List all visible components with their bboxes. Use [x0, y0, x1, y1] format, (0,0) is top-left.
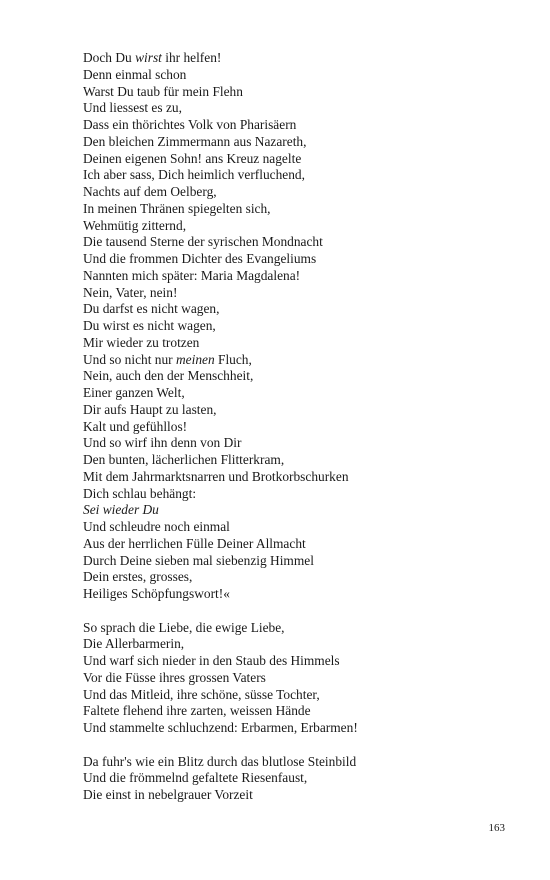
- poem-line: [83, 201, 513, 218]
- poem-line: [83, 720, 513, 737]
- line-text: Und die frömmelnd gefaltete Riesenfaust,: [83, 770, 308, 786]
- emphasis-text: Sei wieder Du: [83, 502, 159, 518]
- stanza: [83, 50, 513, 603]
- poem-line: [83, 620, 513, 637]
- poem-line: [83, 234, 513, 251]
- line-text: Du darfst es nicht wagen,: [83, 301, 220, 317]
- line-text: Da fuhr's wie ein Blitz durch das blutlose Steinbild: [83, 753, 357, 769]
- page-number: 163: [488, 822, 505, 834]
- line-text: Nein, auch den der Menschheit,: [83, 368, 254, 384]
- line-text: Aus der herrlichen Fülle Deiner Allmacht: [83, 535, 306, 551]
- poem-line: [83, 268, 513, 285]
- line-text: Die einst in nebelgrauer Vorzeit: [83, 787, 253, 802]
- line-text: Warst Du taub für mein Flehn: [83, 83, 243, 99]
- line-text: Und so wirf ihn denn von Dir: [83, 435, 242, 451]
- line-text: Ich aber sass, Dich heimlich verfluchend,: [83, 167, 305, 183]
- line-text: Die tausend Sterne der syrischen Mondnacht: [83, 234, 323, 250]
- line-text: Und warf sich nieder in den Staub des Himmels: [83, 653, 340, 668]
- poem-line: [83, 787, 513, 804]
- poem-line: [83, 84, 513, 101]
- poem-line: [83, 502, 513, 519]
- line-text: Durch Deine sieben mal siebenzig Himmel: [83, 552, 314, 568]
- poem-line: [83, 636, 513, 653]
- poem-line: [83, 151, 513, 168]
- poem-line: [83, 770, 513, 787]
- poem-line: [83, 301, 513, 318]
- poem-line: [83, 67, 513, 84]
- poem-text: [83, 50, 513, 804]
- emphasis-text: meinen: [175, 351, 215, 367]
- poem-line: [83, 368, 513, 385]
- line-text: Und liessest es zu,: [83, 100, 182, 116]
- poem-line: [83, 653, 513, 670]
- stanza: [83, 754, 513, 804]
- poem-line: [83, 251, 513, 268]
- line-text: Und so nicht nur: [83, 351, 176, 367]
- poem-line: [83, 435, 513, 452]
- stanza: [83, 620, 513, 737]
- line-text: Doch Du: [83, 50, 136, 65]
- poem-line: [83, 569, 513, 586]
- poem-line: [83, 352, 513, 369]
- poem-line: [83, 100, 513, 117]
- line-text: In meinen Thränen spiegelten sich,: [83, 200, 271, 216]
- poem-line: [83, 167, 513, 184]
- emphasis-text: wirst: [135, 50, 162, 65]
- poem-line: [83, 50, 513, 67]
- line-text: Und die frommen Dichter des Evangeliums: [83, 251, 317, 266]
- poem-line: [83, 670, 513, 687]
- poem-line: [83, 486, 513, 503]
- poem-line: [83, 117, 513, 134]
- poem-line: [83, 385, 513, 402]
- poem-line: [83, 687, 513, 704]
- poem-line: [83, 553, 513, 570]
- line-text: Mit dem Jahrmarktsnarren und Brotkorbschurken: [83, 468, 349, 484]
- poem-line: [83, 703, 513, 720]
- line-text: Mir wieder zu trotzen: [83, 334, 200, 350]
- poem-line: [83, 452, 513, 469]
- line-text: Heiliges Schöpfungswort!«: [83, 586, 230, 601]
- line-text: Kalt und gefühllos!: [83, 418, 188, 434]
- poem-line: [83, 318, 513, 335]
- poem-line: [83, 218, 513, 235]
- line-text: So sprach die Liebe, die ewige Liebe,: [83, 619, 285, 635]
- line-text: Du wirst es nicht wagen,: [83, 318, 216, 333]
- poem-line: [83, 519, 513, 536]
- line-text: Nannten mich später: Maria Magdalena!: [83, 267, 301, 283]
- poem-line: [83, 335, 513, 352]
- line-text: Den bunten, lächerlichen Flitterkram,: [83, 452, 285, 467]
- line-text: Fluch,: [214, 351, 252, 367]
- line-text: Deinen eigenen Sohn! ans Kreuz nagelte: [83, 150, 302, 166]
- line-text: Faltete flehend ihre zarten, weissen Hände: [83, 703, 311, 719]
- line-text: Und stammelte schluchzend: Erbarmen, Erbarmen!: [83, 720, 358, 735]
- poem-line: [83, 402, 513, 419]
- line-text: Dass ein thörichtes Volk von Pharisäern: [83, 117, 297, 132]
- line-text: Vor die Füsse ihres grossen Vaters: [83, 669, 266, 685]
- line-text: Wehmütig zitternd,: [83, 217, 187, 233]
- line-text: Dir aufs Haupt zu lasten,: [83, 401, 217, 417]
- line-text: Einer ganzen Welt,: [83, 385, 185, 400]
- line-text: Nein, Vater, nein!: [83, 284, 178, 300]
- line-text: Und das Mitleid, ihre schöne, süsse Tochter,: [83, 686, 320, 702]
- line-text: Denn einmal schon: [83, 66, 187, 82]
- poem-line: [83, 419, 513, 436]
- line-text: Dein erstes, grosses,: [83, 569, 193, 585]
- line-text: Und schleudre noch einmal: [83, 519, 230, 534]
- poem-line: [83, 536, 513, 553]
- poem-line: [83, 134, 513, 151]
- poem-line: [83, 586, 513, 603]
- line-text: Dich schlau behängt:: [83, 485, 197, 501]
- line-text: ihr helfen!: [161, 50, 222, 65]
- poem-line: [83, 184, 513, 201]
- line-text: Den bleichen Zimmermann aus Nazareth,: [83, 133, 307, 149]
- poem-line: [83, 285, 513, 302]
- line-text: Nachts auf dem Oelberg,: [83, 184, 217, 199]
- poem-line: [83, 469, 513, 486]
- poem-line: [83, 754, 513, 771]
- line-text: Die Allerbarmerin,: [83, 636, 185, 652]
